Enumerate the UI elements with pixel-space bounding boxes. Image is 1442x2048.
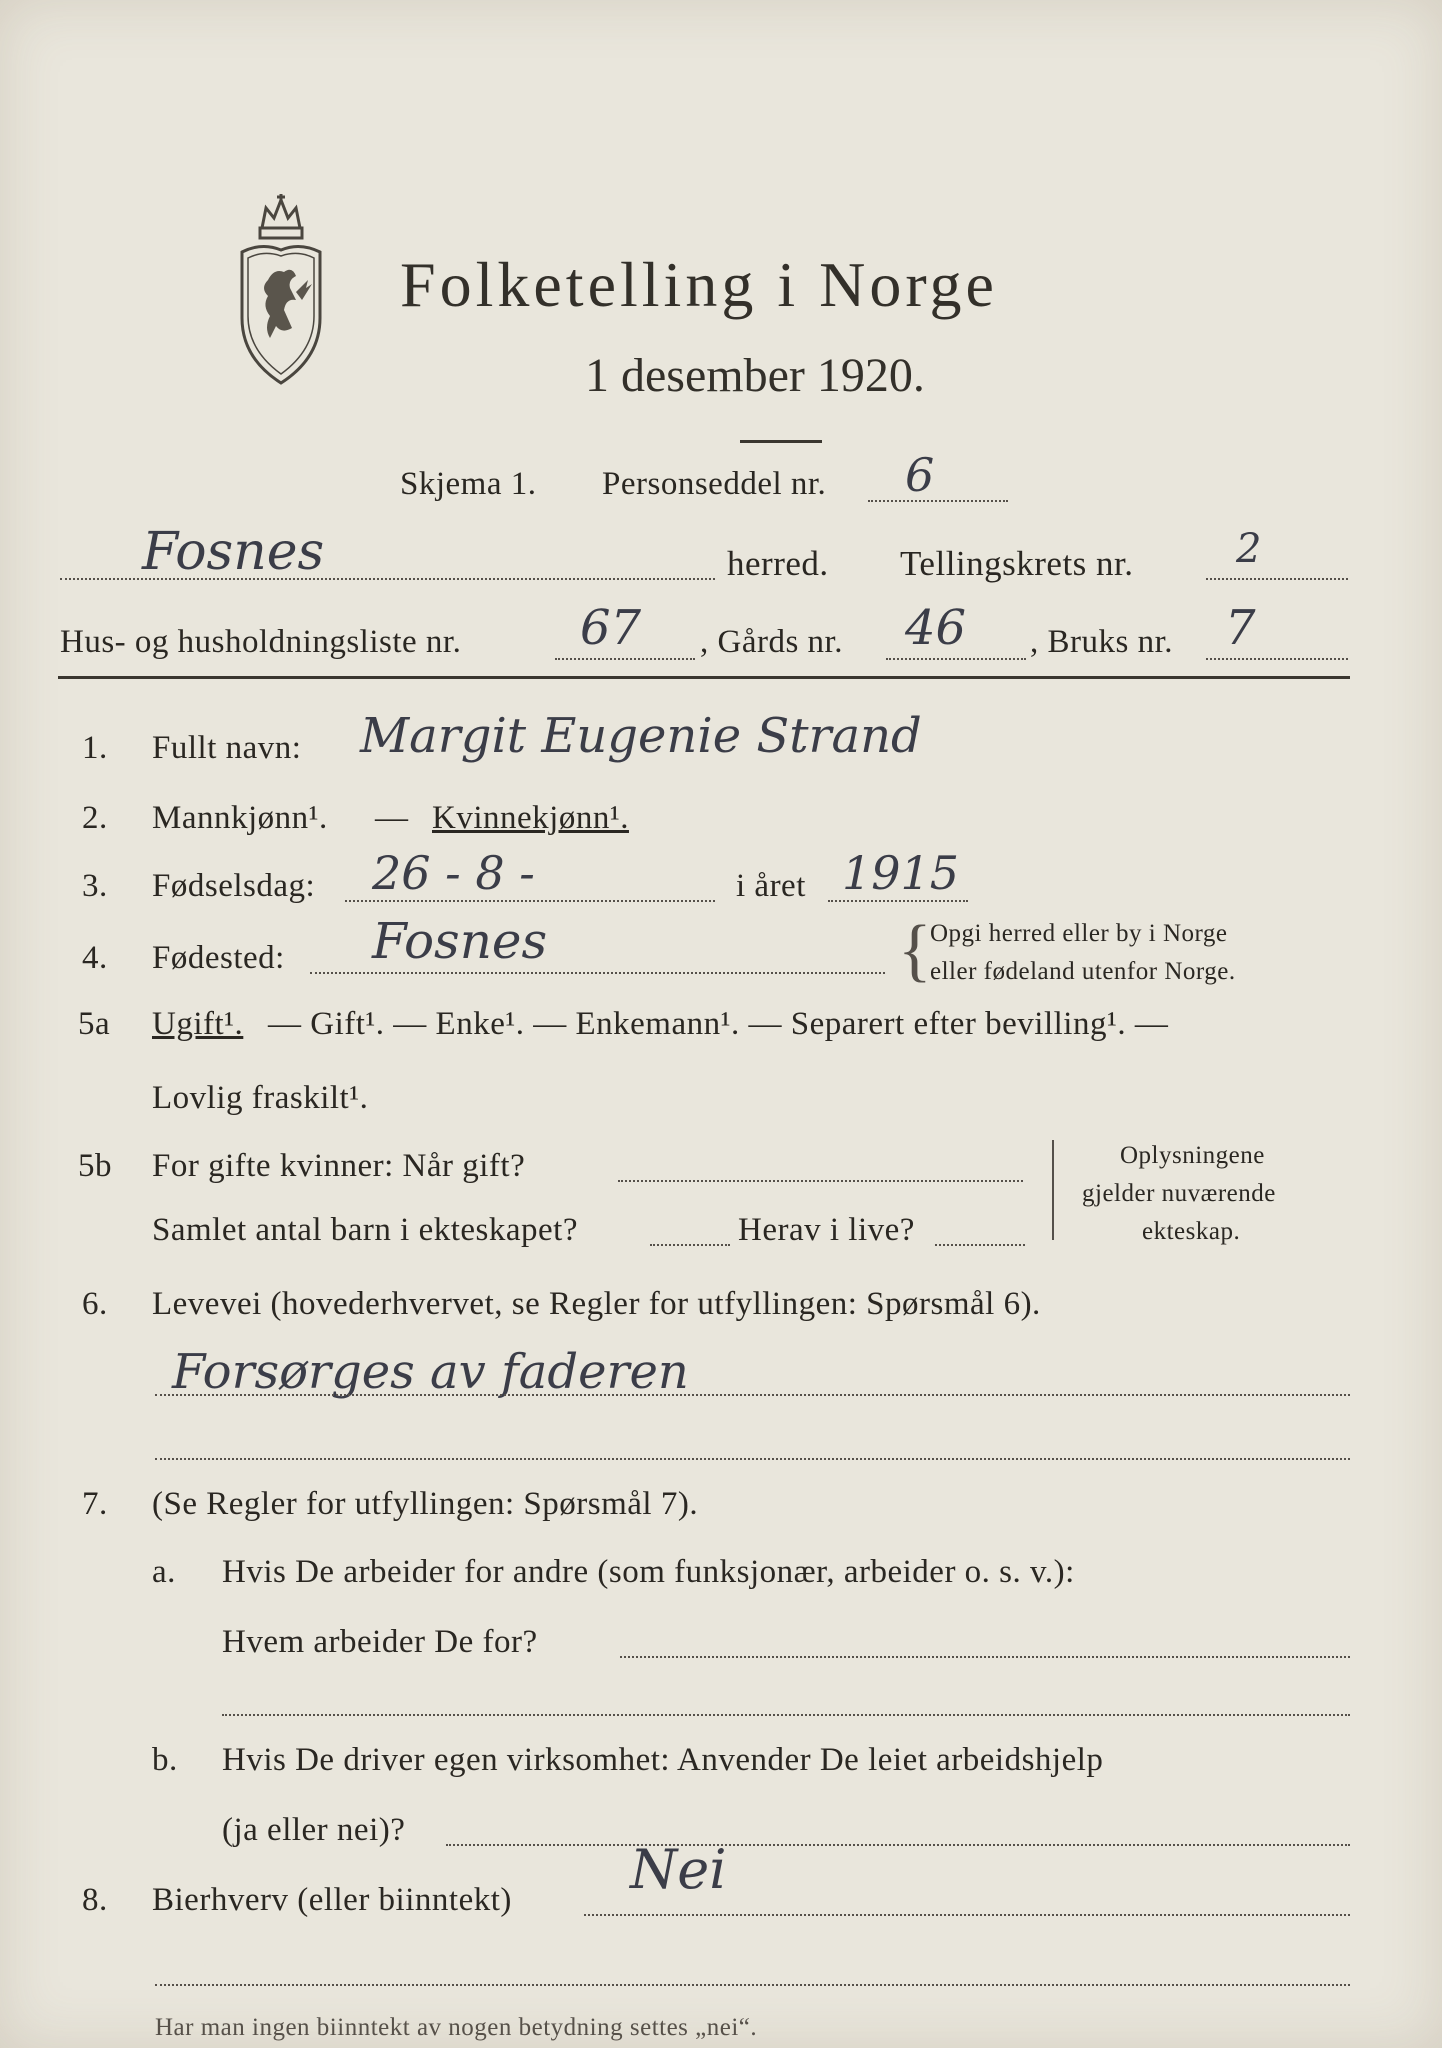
footnote: Har man ingen biinntekt av nogen betydning settes „nei“. xyxy=(155,2014,758,2041)
title-divider xyxy=(740,440,822,443)
q5b-note-line3: ekteskap. xyxy=(1142,1218,1241,1245)
tellingskrets-line xyxy=(1206,578,1348,580)
gards-value: 46 xyxy=(905,600,967,656)
tellingskrets-value: 2 xyxy=(1236,526,1262,572)
q5b-children-alive: Herav i live? xyxy=(738,1212,915,1248)
q2-dash: — xyxy=(375,800,409,836)
bruks-value: 7 xyxy=(1225,600,1256,656)
q5a-options: — Gift¹. — Enke¹. — Enkemann¹. — Separert efter bevilling¹. — xyxy=(268,1006,1169,1042)
q3-birthday-line xyxy=(345,900,715,902)
q5b-married-when: For gifte kvinner: Når gift? xyxy=(152,1148,526,1184)
q3-year-label: i året xyxy=(736,868,806,904)
q8-line1 xyxy=(584,1914,1350,1916)
q5a-number: 5a xyxy=(78,1006,111,1042)
q3-birthday-value: 26 - 8 - xyxy=(372,846,535,900)
q8-value: Nei xyxy=(630,1838,727,1901)
q7b-letter: b. xyxy=(152,1742,178,1778)
q7a-letter: a. xyxy=(152,1554,176,1590)
q3-number: 3. xyxy=(82,868,108,904)
q8-label: Bierhverv (eller biinntekt) xyxy=(152,1882,512,1918)
q5b-children-total: Samlet antal barn i ekteskapet? xyxy=(152,1212,579,1248)
q6-occupation-value: Forsørges av faderen xyxy=(172,1344,689,1400)
q2-male: Mannkjønn¹. xyxy=(152,800,328,836)
q4-birthplace-value: Fosnes xyxy=(372,912,548,970)
q1-label: Fullt navn: xyxy=(152,730,302,766)
herred-label: herred. xyxy=(727,544,829,583)
q7a-line1 xyxy=(620,1656,1350,1658)
q2-number: 2. xyxy=(82,800,108,836)
q4-note-line1: Opgi herred eller by i Norge xyxy=(930,920,1228,947)
q5b-number: 5b xyxy=(78,1148,112,1184)
bruks-line xyxy=(1206,658,1348,660)
q5b-note-line2: gjelder nuværende xyxy=(1082,1180,1276,1207)
personseddel-line xyxy=(868,500,1008,502)
q8-number: 8. xyxy=(82,1882,108,1918)
q3-year-value: 1915 xyxy=(842,846,960,900)
census-date: 1 desember 1920. xyxy=(585,349,925,402)
q4-birthplace-line xyxy=(310,972,885,974)
q5b-children-line xyxy=(650,1244,730,1246)
q4-note-line2: eller fødeland utenfor Norge. xyxy=(930,958,1236,985)
q7a-text: Hvis De arbeider for andre (som funksjonær, arbeider o. s. v.): xyxy=(222,1554,1075,1590)
q5a-lovlig-fraskilt: Lovlig fraskilt¹. xyxy=(152,1080,369,1116)
q5b-note-line1: Oplysningene xyxy=(1120,1142,1265,1169)
q1-full-name: Margit Eugenie Strand xyxy=(360,708,922,764)
q7a-line2 xyxy=(222,1714,1350,1716)
q4-label: Fødested: xyxy=(152,940,285,976)
header-rule xyxy=(58,676,1350,679)
husholdningsliste-line xyxy=(555,658,695,660)
q1-number: 1. xyxy=(82,730,108,766)
q3-label: Fødselsdag: xyxy=(152,868,316,904)
q7b-question: (ja eller nei)? xyxy=(222,1812,406,1848)
q6-line1 xyxy=(155,1394,1350,1396)
q6-line2 xyxy=(155,1458,1350,1460)
personseddel-value: 6 xyxy=(905,448,935,502)
q4-brace: { xyxy=(898,912,932,989)
q7-label: (Se Regler for utfyllingen: Spørsmål 7). xyxy=(152,1486,699,1522)
q4-number: 4. xyxy=(82,940,108,976)
q6-label: Levevei (hovederhvervet, se Regler for utfyllingen: Spørsmål 6). xyxy=(152,1286,1041,1322)
schema-label: Skjema 1. xyxy=(400,466,537,502)
personseddel-label: Personseddel nr. xyxy=(602,466,827,502)
husholdningsliste-label: Hus- og husholdningsliste nr. xyxy=(60,624,462,660)
q7b-text: Hvis De driver egen virksomhet: Anvender De leiet arbeidshjelp xyxy=(222,1742,1104,1778)
tellingskrets-label: Tellingskrets nr. xyxy=(900,544,1134,583)
q8-line2 xyxy=(155,1984,1350,1986)
husholdningsliste-value: 67 xyxy=(580,600,642,656)
q5b-alive-line xyxy=(935,1244,1025,1246)
q5a-ugift-selected: Ugift¹. xyxy=(152,1006,244,1042)
herred-value: Fosnes xyxy=(142,522,325,582)
gards-line xyxy=(886,658,1026,660)
q6-number: 6. xyxy=(82,1286,108,1322)
norwegian-coat-of-arms xyxy=(222,188,340,398)
q5b-bracket xyxy=(1052,1140,1054,1240)
q7-number: 7. xyxy=(82,1486,108,1522)
form-title: Folketelling i Norge xyxy=(400,249,998,320)
q7b-line xyxy=(446,1844,1350,1846)
bruks-label: , Bruks nr. xyxy=(1030,624,1174,660)
q3-year-line xyxy=(828,900,968,902)
q2-female-selected: Kvinnekjønn¹. xyxy=(432,800,629,836)
q5b-married-line xyxy=(618,1180,1023,1182)
q7a-question: Hvem arbeider De for? xyxy=(222,1624,538,1660)
gards-label: , Gårds nr. xyxy=(700,624,843,660)
